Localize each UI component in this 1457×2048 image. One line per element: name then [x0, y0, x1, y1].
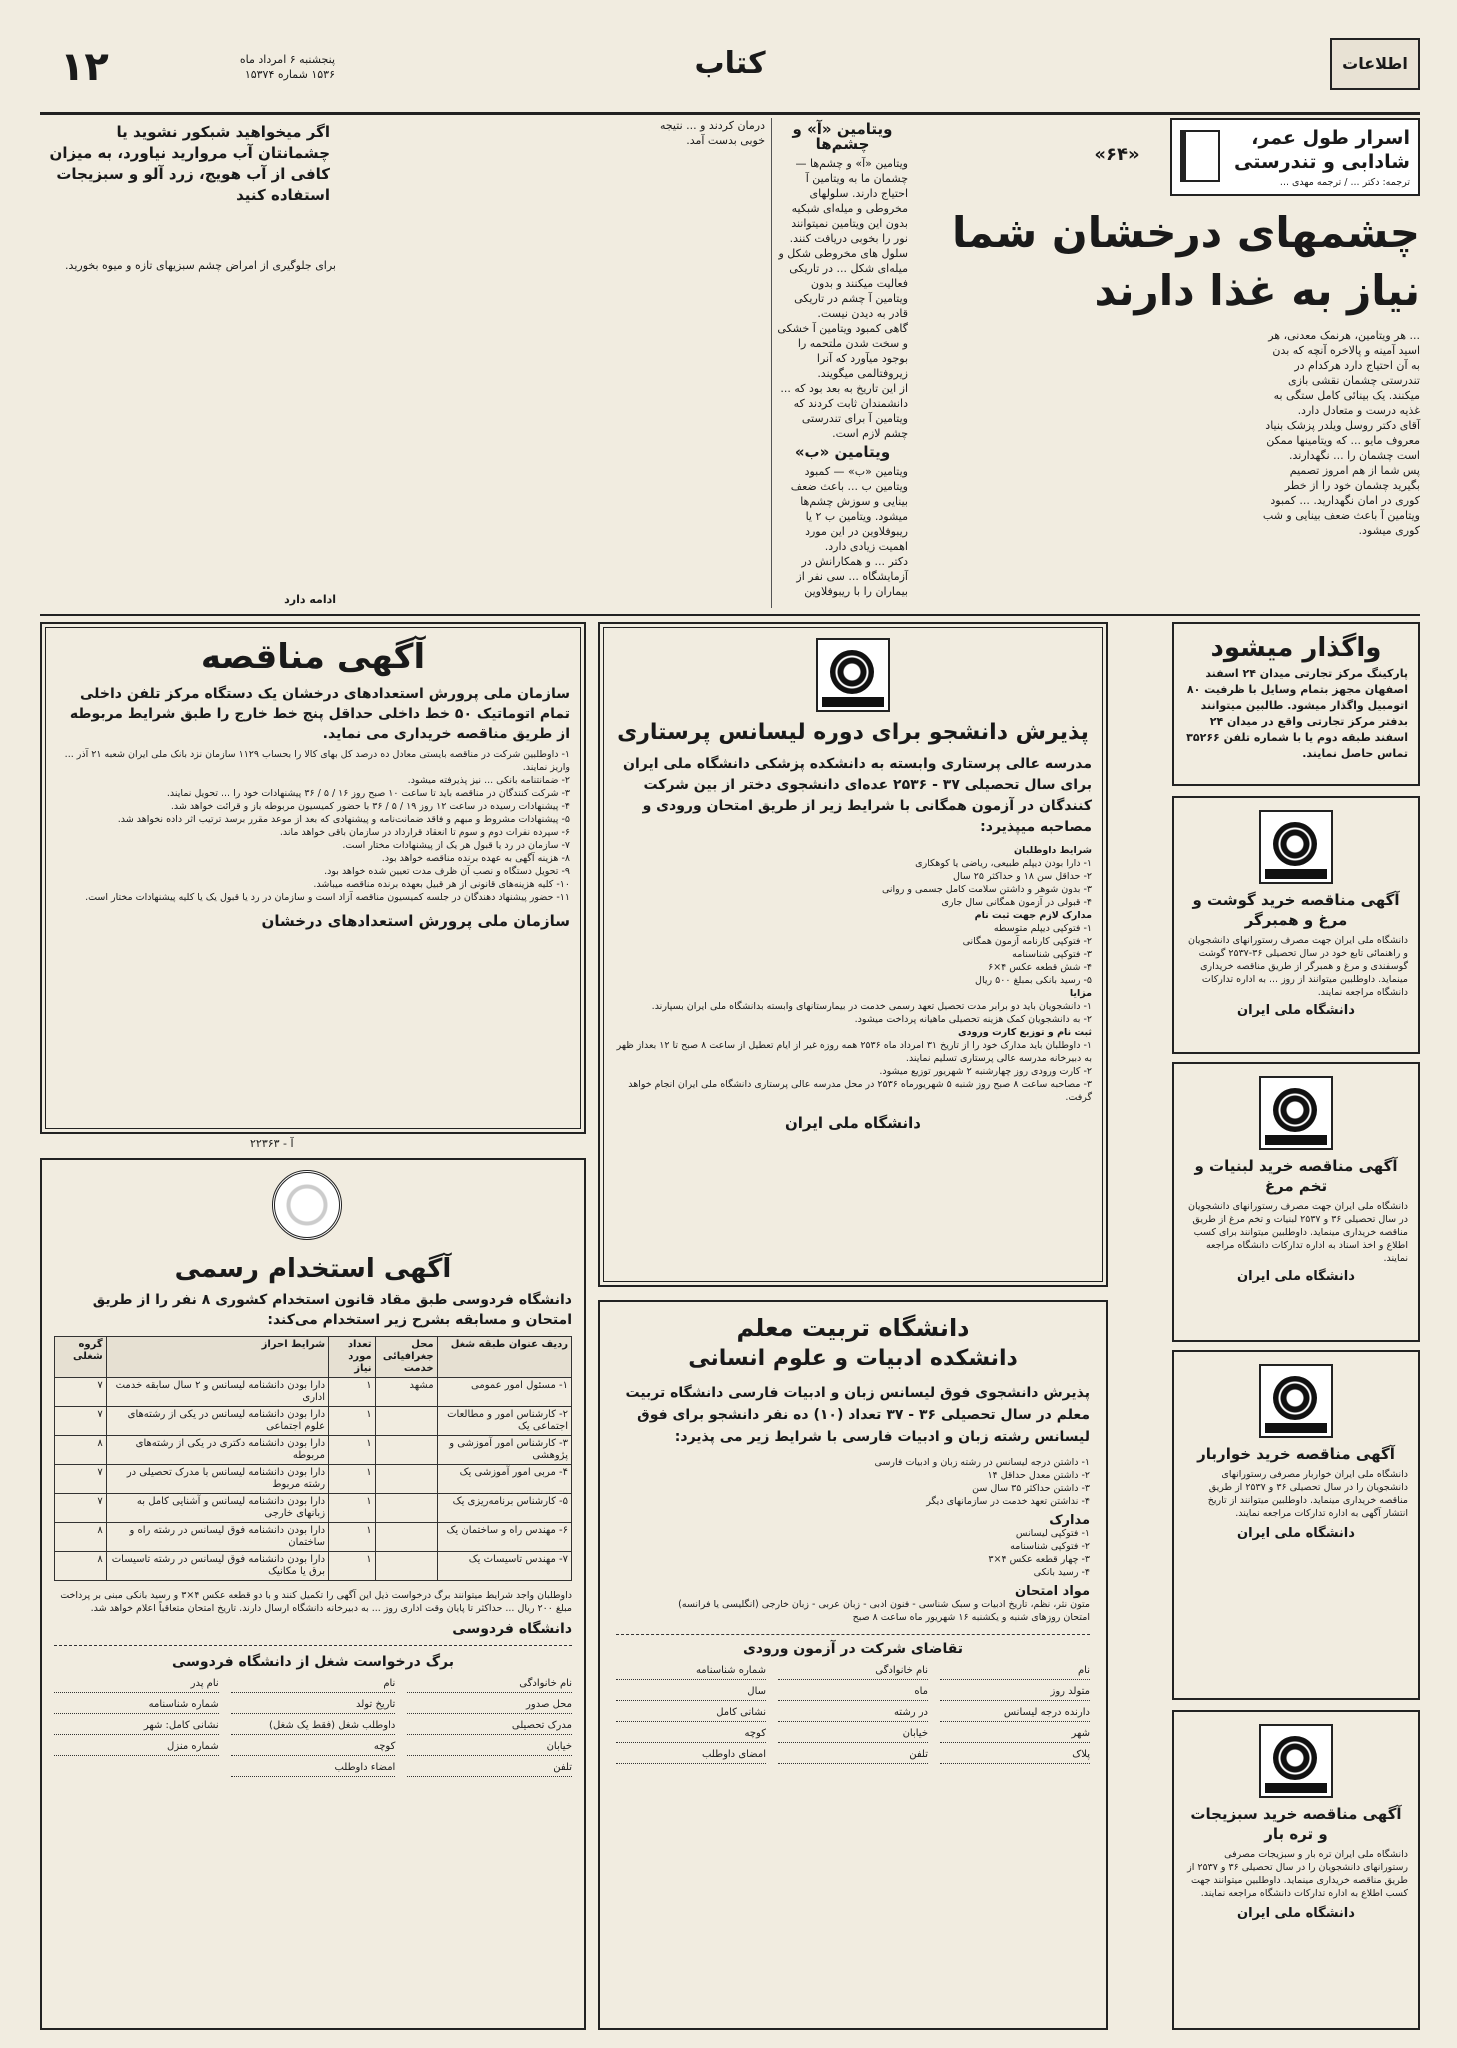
date-line	[135, 52, 335, 82]
tender-item: ۱۱- حضور پیشنهاد دهندگان در جلسه کمیسیون مناقصه آزاد است و سازمان در رد یا قبول یک یا کلیه پیشنهادات مختار است.	[85, 892, 570, 903]
form-field[interactable]: نشانی کامل	[616, 1707, 766, 1722]
continued-note: ادامه دارد	[284, 593, 336, 606]
list-item: ۳- چهار قطعه عکس ۴×۳	[988, 1554, 1090, 1565]
tender-item: ۹- تحویل دستگاه و نصب آن ظرف مدت تعیین شده خواهد بود.	[324, 866, 570, 877]
form-field[interactable]: شهر	[940, 1728, 1090, 1743]
section-heading: مدارک لازم جهت ثبت نام	[974, 910, 1092, 921]
melli-ad-vegetables	[1172, 1710, 1420, 2030]
table-header: محل جغرافیائی خدمت	[375, 1337, 437, 1378]
article-body-left	[40, 258, 336, 588]
form-field[interactable]: مدرک تحصیلی	[407, 1720, 572, 1735]
paragraph: از این تاریخ به بعد بود که ... دانشمندان ثابت کردند که ویتامین آ برای تندرستی چشم لازم است.	[780, 382, 908, 440]
list-item: ۵- رسید بانکی بمبلغ ۵۰۰ ریال	[975, 975, 1092, 986]
series-credit: ترجمه: دکتر ... / ترجمه مهدی ...	[1279, 177, 1410, 188]
melli-ad-text: دانشگاه ملی ایران جهت مصرف رستورانهای دانشجویان و راهنمائی تابع خود در سال تحصیلی ۳۶-۲۵۳۷ گوشت گوسفندی و مرغ و همبرگر از طریق مناقصه خریداری مینماید. داوطلبین میتوانند از روز ... به اداره تدارکات دانشگاه مراجعه نمایند.	[1188, 935, 1408, 998]
list-item: ۱- داوطلبان باید مدارک خود را از تاریخ ۳۱ امرداد ماه ۲۵۳۶ همه روزه غیر از ایام تعطیل از ساعت ۸ صبح تا ۱۲ بعداز ظهر به دبیرخانه مدرسه عالی پرستاری تسلیم نمایند.	[616, 1040, 1092, 1064]
melli-ad-signature: دانشگاه ملی ایران	[1237, 1003, 1355, 1018]
form-field[interactable]: در رشته	[778, 1707, 928, 1722]
melli-ad-text: دانشگاه ملی ایران جهت مصرف رستورانهای دانشجویان در سال تحصیلی ۳۶ و ۲۵۳۷ لبنیات و تخم مرغ از طریق مناقصه خریداری مینماید. داوطلبین میتوانند برای کسب اطلاع و اخذ اسناد به اداره تدارکات دانشگاه مراجعه نمایند.	[1188, 1201, 1408, 1264]
section-heading: مدارک	[1049, 1513, 1090, 1528]
tender-item: ۱- داوطلبین شرکت در مناقصه بایستی معادل ده درصد کل بهای کالا را بحساب ۱۱۲۹ سازمان نزد بانک ملی ایران شعبه ۲۱ آذر ... واریز نمایند.	[64, 749, 570, 773]
tarbiat-title-1: دانشگاه تربیت معلم	[736, 1314, 970, 1342]
paragraph: آقای دکتر روسل ویلدر پزشک بنیاد معروف مایو ... که ویتامینها ممکن است چشمان را ... نگهدارند.	[1265, 419, 1420, 462]
lease-title: واگذار میشود	[1210, 633, 1382, 663]
table-row: ۴- مربی امور آموزشی یک ۱ دارا بودن دانشنامه لیسانس با مدرک تحصیلی در رشته مربوط ۷	[55, 1465, 572, 1494]
table-header: تعداد مورد نیاز	[329, 1337, 376, 1378]
list-item: ۱- داشتن درجه لیسانس در رشته زبان و ادبیات فارسی	[874, 1457, 1090, 1468]
form-field[interactable]: تلفن	[407, 1762, 572, 1777]
list-item: ۴- قبولی در آزمون همگانی سال جاری	[941, 897, 1092, 908]
form-field[interactable]: نشانی کامل: شهر	[54, 1720, 219, 1735]
table-row: ۵- کارشناس برنامه‌ریزی یک ۱ دارا بودن دانشنامه لیسانس و آشنایی کامل به زبانهای خارجی ۷	[55, 1494, 572, 1523]
list-item: ۱- فتوکپی لیسانس	[1015, 1528, 1090, 1539]
paragraph: گاهی کمبود ویتامین آ خشکی و سخت شدن ملتحمه را بوجود میآورد که آنرا زیروفتالمی میگویند.	[777, 322, 908, 380]
series-box	[1170, 118, 1420, 196]
form-field[interactable]: شماره شناسنامه	[54, 1699, 219, 1714]
table-row: ۱- مسئول امور عمومی مشهد ۱ دارا بودن دانشنامه لیسانس و ۲ سال سابقه خدمت اداری ۷	[55, 1378, 572, 1407]
list-item: ۱- فتوکپی دیپلم متوسطه	[993, 923, 1092, 934]
tender-item: ۲- ضمانتنامه بانکی ... نیز پذیرفته میشود.	[407, 775, 570, 786]
table-row: ۳- کارشناس امور آموزشی و پژوهشی ۱ دارا بودن دانشنامه دکتری در یکی از رشته‌های مربوطه ۸	[55, 1436, 572, 1465]
university-logo	[1259, 1364, 1333, 1438]
list-item: ۲- به دانشجویان کمک هزینه تحصیلی ماهیانه پرداخت میشود.	[854, 1014, 1092, 1025]
list-item: امتحان روزهای شنبه و یکشنبه ۱۶ شهریور ماه ساعت ۸ صبح	[852, 1612, 1090, 1623]
paragraph: سلول های مخروطی شکل و میله‌ای شکل ... در تاریکی فعالیت میکنند و بدون ویتامین آ چشم در تاریکی قادر به دیدن نیست.	[778, 247, 908, 320]
university-logo	[1259, 1724, 1333, 1798]
tender-ref: آ - ۲۲۳۶۳	[250, 1137, 294, 1150]
form-field[interactable]: امضاء داوطلب	[231, 1762, 396, 1777]
university-logo	[1259, 1076, 1333, 1150]
section-heading: شرایط داوطلبان	[1014, 845, 1092, 856]
table-row: ۷- مهندس تاسیسات یک ۱ دارا بودن دانشنامه فوق لیسانس در رشته تاسیسات برق یا مکانیک ۸	[55, 1552, 572, 1581]
paragraph: پس شما از هم امروز تصمیم بگیرید چشمان خود را از خطر کوری در امان نگهدارید. ... کمبود ویتامین آ باعث ضعف بینایی و شب کوری میشود.	[1262, 464, 1420, 537]
tender-item: ۶- سپرده نفرات دوم و سوم تا انعقاد قرارداد در سازمان باقی خواهد ماند.	[279, 827, 570, 838]
form-field[interactable]: شماره منزل	[54, 1741, 219, 1756]
page-number: ۱۲	[60, 44, 109, 90]
form-field[interactable]: نام پدر	[54, 1678, 219, 1693]
employment-title: آگهی استخدام رسمی	[174, 1254, 452, 1284]
paragraph: ویتامین «آ» و چشم‌ها — چشمان ما به ویتامین آ احتیاج دارند. سلولهای مخروطی و میله‌ای شبکیه بدون این ویتامین نمیتوانند نور را بخوبی دریافت کنند.	[789, 157, 908, 245]
form-field[interactable]: متولد روز	[940, 1686, 1090, 1701]
list-item: ۱- دانشجویان باید دو برابر مدت تحصیل تعهد رسمی خدمت در بیمارستانهای وابسته بدانشگاه ملی ایران بسپارند.	[651, 1001, 1092, 1012]
tarbiat-form	[616, 1665, 1090, 1764]
melli-ad-title: آگهی مناقصه خرید خواربار	[1197, 1445, 1395, 1463]
section-heading: مواد امتحان	[1014, 1584, 1090, 1599]
form-field[interactable]: نام خانوادگی	[778, 1665, 928, 1680]
page-header	[40, 38, 1420, 108]
melli-ad-text: دانشگاه ملی ایران تره بار و سبزیجات مصرفی رستورانهای دانشجویان را در سال تحصیلی ۳۶ و ۲۵۳۷ از طریق مناقصه خریداری مینماید. داوطلبین میتوانند جهت کسب اطلاع به اداره تدارکات دانشگاه مراجعه نمایند.	[1187, 1849, 1408, 1899]
list-item: ۳- بدون شوهر و داشتن سلامت کامل جسمی و روانی	[881, 884, 1092, 895]
tender-ad	[40, 622, 586, 1134]
paragraph: ویتامین «ب» — کمبود ویتامین ب ... باعث ضعف بینایی و سوزش چشم‌ها میشود. ویتامین ب ۲ یا ریبوفلاوین در این مورد اهمیت زیادی دارد.	[790, 465, 908, 553]
table-row: ۶- مهندس راه و ساختمان یک ۱ دارا بودن دانشنامه فوق لیسانس در رشته راه و ساختمان ۸	[55, 1523, 572, 1552]
form-field[interactable]: شماره شناسنامه	[616, 1665, 766, 1680]
form-field[interactable]: پلاک	[940, 1749, 1090, 1764]
melli-ad-text: دانشگاه ملی ایران خواربار مصرفی رستورانهای دانشجویان را در سال تحصیلی ۳۶ و ۲۵۳۷ از طریق مناقصه خریداری مینماید. داوطلبین میتوانند از تاریخ انتشار آگهی به اداره تدارکات مراجعه نمایند.	[1207, 1469, 1408, 1519]
episode-number: «۶۴»	[1094, 144, 1140, 165]
list-item: متون نثر، نظم، تاریخ ادبیات و سبک شناسی - فنون ادبی - زبان عربی - زبان خارجی (انگلیسی یا فرانسه)	[678, 1599, 1090, 1610]
melli-ad-signature: دانشگاه ملی ایران	[1237, 1269, 1355, 1284]
tender-item: ۴- پیشنهادات رسیده در ساعت ۱۲ روز ۱۹ / ۵ / ۳۶ با حضور کمیسیون مربوطه باز و قرائت خواهد شد.	[170, 801, 570, 812]
tarbiat-title-2: دانشکده ادبیات و علوم انسانی	[688, 1346, 1018, 1371]
date-line-1: پنجشنبه ۶ امرداد ماه	[239, 53, 335, 66]
table-header: شرایط احراز	[106, 1337, 328, 1378]
nursing-lead: مدرسه عالی پرستاری وابسته به دانشکده پزشکی دانشگاه ملی ایران برای سال تحصیلی ۳۷ - ۲۵۳۶ عده‌ای دانشجوی دختر از بین شرکت کنندگان در آزمون همگانی با شرایط زیر از طریق امتحان ورودی و مصاحبه میپذیرد:	[623, 756, 1092, 835]
nursing-title: پذیرش دانشجو برای دوره لیسانس پرستاری	[617, 720, 1089, 745]
employment-form	[54, 1678, 572, 1777]
section-heading: مزایا	[1069, 988, 1092, 999]
section-heading: ثبت نام و توزیع کارت ورودی	[957, 1027, 1092, 1038]
form-field[interactable]: امضای داوطلب	[616, 1749, 766, 1764]
paragraph: برای جلوگیری از امراض چشم سبزیهای تازه و میوه بخورید.	[65, 259, 336, 272]
form-field[interactable]: نام	[940, 1665, 1090, 1680]
list-item: ۲- فتوکپی کارنامه آزمون همگانی	[962, 936, 1092, 947]
paragraph: ... هر ویتامین، هرنمک معدنی، هر اسید آمینه و پالاخره آنچه که بدن به آن احتیاج دارد هرکدام در تندرستی چشمان نقشی بازی میکنند. یک بینائی کامل ستگی به غذیه درست و متعادل دارد.	[1268, 329, 1420, 417]
list-item: ۱- دارا بودن دیپلم طبیعی، ریاضی یا کوهکاری	[915, 858, 1092, 869]
tender-item: ۸- هزینه آگهی به عهده برنده مناقصه خواهد بود.	[381, 853, 570, 864]
form-field[interactable]: خیابان	[407, 1741, 572, 1756]
list-item: ۲- داشتن معدل حداقل ۱۴	[987, 1470, 1090, 1481]
university-logo	[816, 638, 890, 712]
form-field[interactable]: نام	[231, 1678, 396, 1693]
employment-lead: دانشگاه فردوسی طبق مقاد قانون استخدام کشوری ۸ نفر را از طریق امتحان و مسابقه بشرح زیر استخدام می‌کند:	[92, 1292, 572, 1328]
nursing-details	[614, 844, 1092, 1104]
form-field[interactable]: کوچه	[616, 1728, 766, 1743]
tender-item: ۳- شرکت کنندگان در مناقصه باید تا ساعت ۱۰ صبح روز ۱۶ / ۵ / ۳۶ پیشنهادات خود را ... تحویل نمایند.	[166, 788, 570, 799]
melli-ad-meat	[1172, 796, 1420, 1054]
form-field[interactable]: داوطلب شغل (فقط یک شغل)	[231, 1720, 396, 1735]
tender-title: آگهی مناقصه	[200, 637, 426, 677]
list-item: ۴- نداشتن تعهد خدمت در سازمانهای دیگر	[926, 1496, 1090, 1507]
form-field[interactable]: تاریخ تولد	[231, 1699, 396, 1714]
tarbiat-lead: پذیرش دانشجوی فوق لیسانس زبان و ادبیات فارسی دانشگاه تربیت معلم در سال تحصیلی ۳۶ - ۳۷ تعداد (۱۰) ده نفر دانشجو برای فوق لیسانس رشته زبان و ادبیات فارسی با شرایط زیر می پذیرد:	[625, 1385, 1090, 1445]
tender-lead: سازمان ملی پرورش استعدادهای درخشان یک دستگاه مرکز تلفن داخلی تمام اتوماتیک ۵۰ خط داخلی حداقل پنج خط خارج را طبق شرایط مربوطه از طریق مناقصه خریداری می نماید.	[69, 686, 570, 742]
form-field[interactable]: کوچه	[231, 1741, 396, 1756]
melli-ad-grocery	[1172, 1350, 1420, 1700]
list-item: ۴- رسید بانکی	[1033, 1567, 1090, 1578]
subheading: ویتامین «آ» و چشم‌ها	[792, 120, 893, 153]
form-field[interactable]: نام خانوادگی	[407, 1678, 572, 1693]
tender-item: ۷- سازمان در رد یا قبول هر یک از پیشنهادات مختار است.	[342, 840, 570, 851]
table-header: گروه شغلی	[55, 1337, 107, 1378]
headline-line-2: نیاز به غذا دارند	[1094, 266, 1420, 315]
list-item: ۳- مصاحبه ساعت ۸ صبح روز شنبه ۵ شهریورماه ۲۵۳۶ در محل مدرسه عالی پرستاری دانشگاه ملی ایران انجام خواهد گرفت.	[628, 1079, 1092, 1103]
lease-ad	[1172, 622, 1420, 786]
tender-signature: سازمان ملی پرورش استعدادهای درخشان	[261, 912, 570, 930]
form-field[interactable]: خیابان	[778, 1728, 928, 1743]
melli-ad-title: آگهی مناقصه خرید لبنیات و تخم مرغ	[1194, 1157, 1398, 1195]
section-title: کتاب	[694, 46, 766, 81]
table-row: ۲- کارشناس امور و مطالعات اجتماعی یک ۱ دارا بودن دانشنامه لیسانس در یکی از رشته‌های علوم اجتماعی ۷	[55, 1407, 572, 1436]
list-item: ۴- شش قطعه عکس ۴×۶	[988, 962, 1092, 973]
tarbiat-details	[616, 1456, 1090, 1624]
book-icon	[1180, 130, 1220, 182]
tarbiat-ad	[598, 1300, 1108, 2030]
tender-item: ۱۰- کلیه هزینه‌های قانونی از هر قبیل بعهده برنده مناقصه میباشد.	[313, 879, 570, 890]
article	[40, 118, 1420, 610]
melli-ad-title: آگهی مناقصه خرید گوشت و مرغ و همبرگر	[1192, 891, 1400, 929]
nursing-ad	[598, 622, 1108, 1287]
employment-form-title: برگ درخواست شغل از دانشگاه فردوسی	[171, 1654, 455, 1670]
nursing-signature: دانشگاه ملی ایران	[784, 1114, 922, 1132]
form-field[interactable]: ماه	[778, 1686, 928, 1701]
headline-line-1: چشمهای درخشان شما	[952, 208, 1420, 257]
list-item: ۲- کارت ورودی روز چهارشنبه ۲ شهریور توزیع میشود.	[879, 1066, 1092, 1077]
date-line-2: ۱۵۳۶ شماره ۱۵۳۷۴	[244, 68, 335, 81]
university-seal	[272, 1170, 342, 1240]
form-field[interactable]: سال	[616, 1686, 766, 1701]
article-body-right	[920, 328, 1420, 608]
employment-signature: دانشگاه فردوسی	[452, 1621, 572, 1637]
headline	[920, 204, 1420, 320]
university-logo	[1259, 810, 1333, 884]
tender-item: ۵- پیشنهادات مشروط و مبهم و فاقد ضمانت‌نامه و پیشنهادی که بعد از موعد مقرر برسد ترتیب اثر داده نخواهد شد.	[117, 814, 570, 825]
paragraph: دکتر ... و همکارانش در آزمایشگاه ... سی نفر از بیماران را با ریبوفلاوین درمان کردند و ... نتیجه خوبی بدست آمد.	[659, 119, 908, 598]
employment-table	[54, 1336, 572, 1581]
form-field[interactable]: دارنده درجه لیسانس	[940, 1707, 1090, 1722]
tarbiat-form-title: تقاضای شرکت در آزمون ورودی	[742, 1641, 964, 1657]
melli-ad-signature: دانشگاه ملی ایران	[1237, 1906, 1355, 1921]
melli-ad-signature: دانشگاه ملی ایران	[1237, 1526, 1355, 1541]
employment-notes: داوطلبان واجد شرایط میتوانند برگ درخواست ذیل این آگهی را تکمیل کنند و با دو قطعه عکس ۴×۳ و رسید بانکی مبنی بر پرداخت مبلغ ۲۰۰ ریال ... حداکثر تا پایان وقت اداری روز ... به دبیرخانه دانشگاه ارسال دارند. تاریخ امتحان متعاقباً اعلام خواهد شد.	[60, 1590, 572, 1614]
list-item: ۳- داشتن حداکثر ۳۵ سال سن	[972, 1483, 1090, 1494]
lease-text: پارکینگ مرکز تجارتی میدان ۲۴ اسفند اصفهان مجهز بتمام وسایل با ظرفیت ۸۰ اتومبیل واگذار میشود. طالبین میتوانند بدفتر مرکز تجارتی واقع در میدان ۲۴ اسفند طبقه دوم یا با شماره تلفن ۳۵۲۶۶ تماس حاصل نمایند.	[1186, 667, 1408, 760]
list-item: ۳- فتوکپی شناسنامه	[1012, 949, 1092, 960]
melli-ad-title: آگهی مناقصه خرید سبزیجات و تره بار	[1190, 1805, 1402, 1843]
table-header: ردیف عنوان طبقه شغل	[437, 1337, 571, 1378]
subheading: ویتامین «ب»	[794, 443, 891, 461]
list-item: ۲- حداقل سن ۱۸ و حداکثر ۲۵ سال	[952, 871, 1092, 882]
form-field[interactable]: محل صدور	[407, 1699, 572, 1714]
masthead-logo: اطلاعات	[1330, 38, 1420, 90]
employment-ad	[40, 1158, 586, 2030]
melli-ad-dairy	[1172, 1062, 1420, 1342]
article-body-main	[348, 118, 908, 608]
tender-items	[56, 748, 570, 904]
tip-box: اگر میخواهید شبکور نشوید یا چشمانتان آب مروارید نیاورد، به میزان کافی از آب هویج، زرد آلو و سبزیجات استفاده کنید	[49, 123, 330, 204]
series-title: اسرار طول عمر، شادابی و تندرستی	[1234, 127, 1410, 173]
form-field[interactable]: تلفن	[778, 1749, 928, 1764]
list-item: ۲- فتوکپی شناسنامه	[1010, 1541, 1090, 1552]
